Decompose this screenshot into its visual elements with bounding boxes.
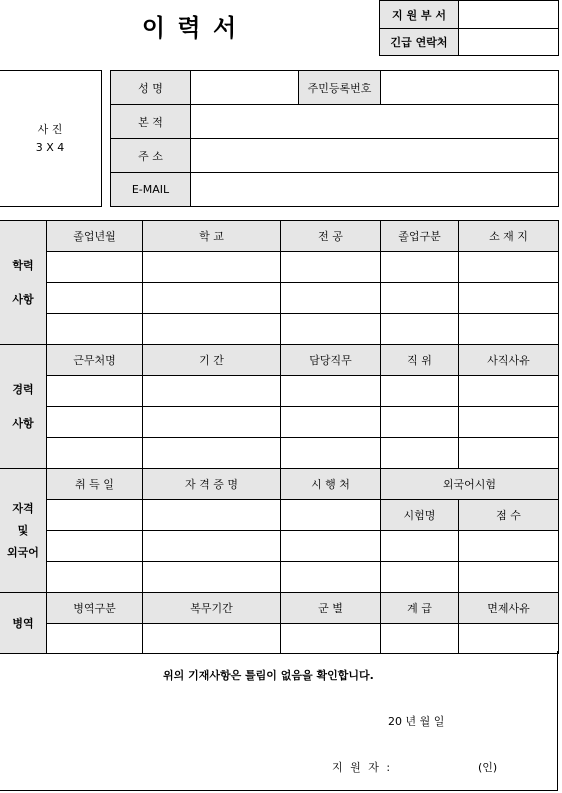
- emergency-contact-field[interactable]: [459, 29, 559, 56]
- career-header-company: 근무처명: [47, 345, 143, 376]
- military-header-type: 병역구분: [47, 593, 143, 624]
- military-header-rank: 계 급: [381, 593, 459, 624]
- license-section-label: 자격 및 외국어: [0, 469, 47, 593]
- license-row: [0, 562, 559, 593]
- main-table: [0, 220, 559, 654]
- address-field[interactable]: [191, 139, 559, 173]
- license-row: [0, 531, 559, 562]
- resident-id-label: 주민등록번호: [299, 71, 381, 105]
- language-test-score-header: 점 수: [459, 500, 559, 531]
- address-label: 주 소: [111, 139, 191, 173]
- language-test-name-header: 시험명: [381, 500, 459, 531]
- name-label: 성 명: [111, 71, 191, 105]
- military-row: [0, 624, 559, 654]
- education-header-major: 전 공: [281, 221, 381, 252]
- career-header-position: 직 위: [381, 345, 459, 376]
- career-row: [0, 376, 559, 407]
- email-field[interactable]: [191, 173, 559, 207]
- declaration-statement: 위의 기재사항은 틀림이 없음을 확인합니다.: [163, 669, 374, 682]
- photo-box[interactable]: [0, 70, 102, 207]
- career-header-duty: 담당직무: [281, 345, 381, 376]
- career-header-reason: 사직사유: [459, 345, 559, 376]
- career-row: [0, 438, 559, 469]
- education-header-grad-date: 졸업년월: [47, 221, 143, 252]
- name-field[interactable]: [191, 71, 299, 105]
- license-row: [0, 500, 559, 531]
- career-section-label: 경력 사항: [0, 345, 47, 469]
- education-row: [0, 283, 559, 314]
- education-row: [0, 314, 559, 345]
- license-header-issuer: 시 행 처: [281, 469, 381, 500]
- personal-info-table: [110, 70, 559, 207]
- applicant-label: 지 원 자 :: [332, 761, 393, 774]
- education-section-label: 학력 사항: [0, 221, 47, 345]
- declaration-box: [0, 651, 558, 791]
- education-row: [0, 252, 559, 283]
- photo-label: 사 진: [37, 123, 63, 136]
- header-table: [379, 0, 559, 56]
- military-header-branch: 군 별: [281, 593, 381, 624]
- license-header-name: 자 격 증 명: [143, 469, 281, 500]
- military-header-period: 복무기간: [143, 593, 281, 624]
- license-header-date: 취 득 일: [47, 469, 143, 500]
- resident-id-field[interactable]: [381, 71, 559, 105]
- career-row: [0, 407, 559, 438]
- education-header-school: 학 교: [143, 221, 281, 252]
- education-header-grad-type: 졸업구분: [381, 221, 459, 252]
- declaration-date: 20 년 월 일: [388, 715, 445, 728]
- dept-field[interactable]: [459, 1, 559, 29]
- language-test-header: 외국어시험: [381, 469, 559, 500]
- origin-field[interactable]: [191, 105, 559, 139]
- email-label: E-MAIL: [111, 173, 191, 207]
- career-header-period: 기 간: [143, 345, 281, 376]
- seal-label: (인): [478, 761, 498, 774]
- origin-label: 본 적: [111, 105, 191, 139]
- emergency-contact-label: 긴급 연락처: [380, 29, 459, 56]
- education-header-location: 소 재 지: [459, 221, 559, 252]
- military-header-exemption: 면제사유: [459, 593, 559, 624]
- photo-size-label: 3 X 4: [35, 141, 65, 154]
- dept-label: 지 원 부 서: [380, 1, 459, 29]
- document-title: 이 력 서: [141, 14, 239, 42]
- military-section-label: 병역: [0, 593, 47, 654]
